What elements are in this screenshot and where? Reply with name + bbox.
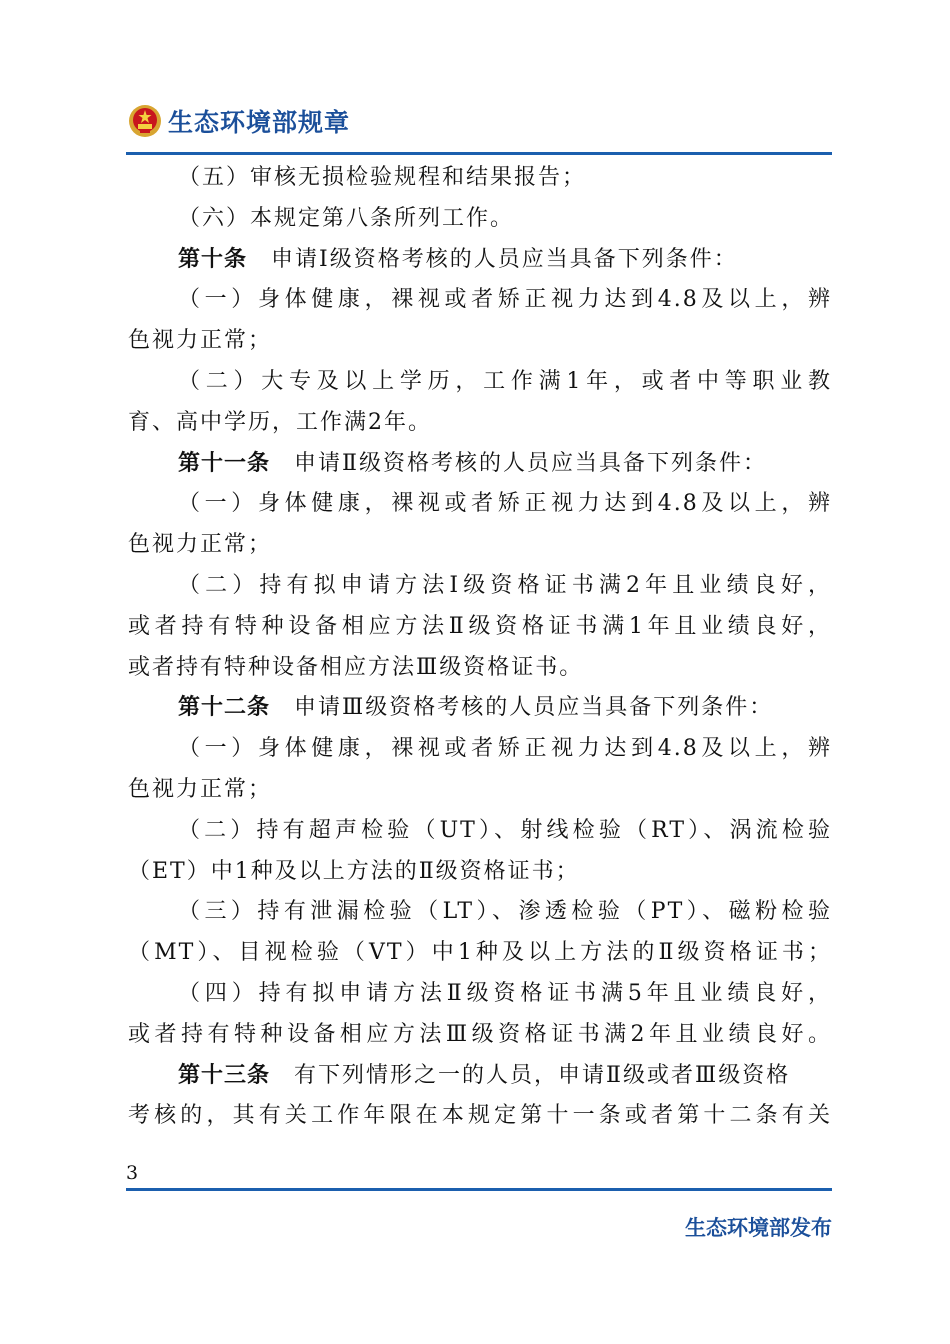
footer-publisher: 生态环境部发布 bbox=[685, 1216, 832, 1240]
text-line: （六）本规定第八条所列工作。 bbox=[178, 205, 515, 231]
article-text: 申请Ⅱ级资格考核的人员应当具备下列条件： bbox=[294, 450, 767, 476]
text-line: （二）大专及以上学历，工作满1年，或者中等职业教 bbox=[178, 368, 832, 394]
text-line: 色视力正常； bbox=[128, 328, 273, 354]
article-11-line bbox=[128, 444, 832, 485]
text-line: （一）身体健康，裸视或者矫正视力达到4.8及以上，辨 bbox=[178, 736, 832, 762]
text-line: 考核的，其有关工作年限在本规定第十一条或者第十二条有关 bbox=[128, 1103, 832, 1129]
document-body bbox=[128, 158, 832, 1137]
footer-rule bbox=[126, 1188, 832, 1191]
text-line: （ET）中1种及以上方法的Ⅱ级资格证书； bbox=[128, 858, 580, 884]
text-line: 色视力正常； bbox=[128, 532, 273, 558]
text-line: （四）持有拟申请方法Ⅱ级资格证书满5年且业绩良好， bbox=[178, 980, 832, 1006]
article-13-line bbox=[128, 1056, 832, 1097]
article-12-line bbox=[128, 688, 832, 729]
text-line: 或者持有特种设备相应方法Ⅲ级资格证书。 bbox=[128, 654, 584, 680]
document-header bbox=[128, 100, 350, 142]
text-line: 育、高中学历，工作满2年。 bbox=[128, 409, 432, 435]
page-number: 3 bbox=[126, 1162, 139, 1184]
text-line: （五）审核无损检验规程和结果报告； bbox=[178, 165, 587, 190]
header-rule bbox=[126, 152, 832, 155]
text-line: （一）身体健康，裸视或者矫正视力达到4.8及以上，辨 bbox=[178, 287, 832, 313]
article-text: 有下列情形之一的人员，申请Ⅱ级或者Ⅲ级资格 bbox=[294, 1062, 791, 1088]
article-10-line bbox=[128, 240, 832, 281]
text-line: （三）持有泄漏检验（LT）、渗透检验（PT）、磁粉检验 bbox=[178, 899, 832, 925]
article-label: 第十条 bbox=[178, 246, 248, 272]
article-text: 申请Ⅰ级资格考核的人员应当具备下列条件： bbox=[271, 246, 738, 272]
text-line: 色视力正常； bbox=[128, 776, 273, 802]
text-line: （二）持有拟申请方法Ⅰ级资格证书满2年且业绩良好， bbox=[178, 572, 832, 598]
text-line: 或者持有特种设备相应方法Ⅲ级资格证书满2年且业绩良好。 bbox=[128, 1021, 832, 1047]
text-line: （二）持有超声检验（UT）、射线检验（RT）、涡流检验 bbox=[178, 817, 832, 843]
text-line: （一）身体健康，裸视或者矫正视力达到4.8及以上，辨 bbox=[178, 491, 832, 517]
header-title: 生态环境部规章 bbox=[168, 108, 351, 137]
text-line: 或者持有特种设备相应方法Ⅱ级资格证书满1年且业绩良好， bbox=[128, 613, 832, 639]
national-emblem-icon bbox=[128, 104, 162, 138]
article-label: 第十二条 bbox=[178, 695, 271, 721]
text-line: （MT）、目视检验（VT）中1种及以上方法的Ⅱ级资格证书； bbox=[128, 940, 832, 966]
article-label: 第十一条 bbox=[178, 450, 271, 476]
article-label: 第十三条 bbox=[178, 1062, 271, 1088]
article-text: 申请Ⅲ级资格考核的人员应当具备下列条件： bbox=[294, 695, 774, 721]
